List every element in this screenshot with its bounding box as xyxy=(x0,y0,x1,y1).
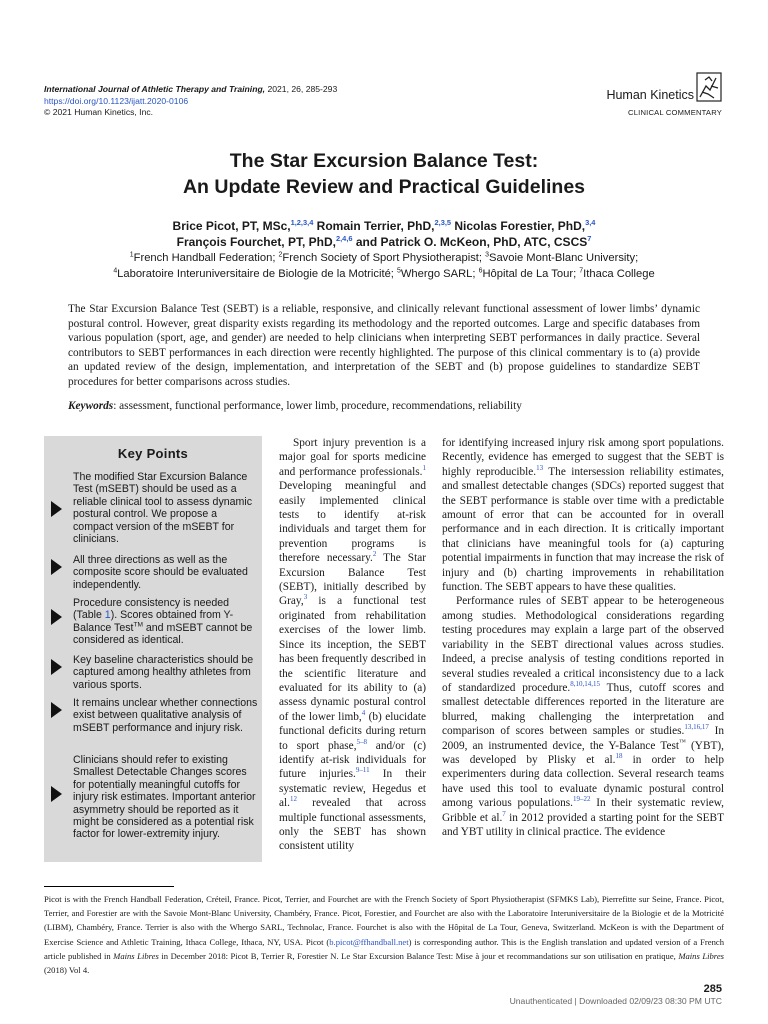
affiliation-marker: 5 xyxy=(397,267,401,275)
download-info: Unauthenticated | Downloaded 02/09/23 08:30 PM UTC xyxy=(509,996,722,1006)
affiliation-marker: 4 xyxy=(113,267,118,275)
citation[interactable]: 12 xyxy=(289,795,297,804)
key-point-3 xyxy=(73,597,259,647)
arrow-right-icon xyxy=(51,786,62,802)
journal-volume: 2021, 26, 285-293 xyxy=(265,84,338,94)
trademark-mark: TM xyxy=(133,621,143,629)
citation[interactable]: 13 xyxy=(536,464,544,473)
key-point-text: The modified Star Excursion Balance Test (mSEBT) should be used as a reliable clinical tool to assess dynamic postural control. We propose a compact version of the mSEBT for clinicians. xyxy=(73,471,252,546)
affiliation-marker: 1 xyxy=(129,251,134,259)
key-point-text: Procedure consistency is needed (Table xyxy=(73,597,230,622)
key-point-2 xyxy=(73,554,259,591)
key-points-box xyxy=(44,436,262,862)
citation[interactable]: 19–22 xyxy=(572,795,591,804)
author-1-affiliations[interactable]: 1,2,3,4 xyxy=(290,218,314,227)
human-kinetics-logo-icon xyxy=(696,72,722,102)
affiliations xyxy=(0,250,768,282)
citation[interactable]: 2 xyxy=(372,550,377,559)
affiliation-4: Laboratoire Interuniversitaire de Biologie de la Motricité; xyxy=(117,268,398,280)
affiliation-7: Ithaca College xyxy=(583,268,655,280)
author-5-affiliations[interactable]: 7 xyxy=(587,234,592,243)
page-number: 285 xyxy=(703,983,722,995)
affiliation-3: Savoie Mont-Blanc University; xyxy=(488,252,639,264)
affiliation-2: French Society of Sport Physiotherapist; xyxy=(282,252,486,264)
title-line-1: The Star Excursion Balance Test: xyxy=(229,150,539,172)
author-1: Brice Picot, PT, MSc, xyxy=(172,219,291,233)
author-3-affiliations[interactable]: 3,4 xyxy=(585,218,596,227)
affiliation-marker: 6 xyxy=(478,267,483,275)
author-3: Nicolas Forestier, PhD, xyxy=(451,219,586,233)
trademark-mark: ™ xyxy=(679,737,686,746)
author-4-affiliations[interactable]: 2,4,6 xyxy=(335,234,353,243)
arrow-right-icon xyxy=(51,702,62,718)
arrow-right-icon xyxy=(51,501,62,517)
key-point-text: Key baseline characteristics should be captured among healthy athletes from various sports. xyxy=(73,654,254,691)
key-point-1 xyxy=(73,471,259,545)
key-point-text: and mSEBT cannot be considered as identical. xyxy=(73,621,253,647)
arrow-right-icon xyxy=(51,559,62,575)
author-5: and Patrick O. McKeon, PhD, ATC, CSCS xyxy=(352,235,588,249)
keywords-label: Keywords xyxy=(68,400,114,412)
footnote: Picot is with the French Handball Federation, Créteil, France. Picot, Terrier, and Fourchet are with the French Society of Sport Physiotherapist (SFMKS Lab), Pierrefitte sur Seine, France. Picot, Terrier, and Forestier are with the Savoie Mont-Blanc University, Chambéry, France. Picot, Forestier, and Fourchet are also with the Laboratoire Interuniversitaire de la Biologie et de la Motricité (LIBM), Chambéry, France. Terrier is also with the Whergo SARL, Technolac, France. Fourchet is also with the Hôpital de La Tour, Geneva, Switzerland. McKeon is with the Department of Exercise Science and Athletic Training, Ithaca College, Ithaca, NY, USA. Picot (b.picot@ffhandball.net) is corresponding author. This is the English translation and updated version of a French article published in Mains Libres in December 2018: Picot B, Terrier R, Forestier N. Le Star Excursion Balance Test: Mise à jour et recommandations sur son utilisation en pratique, Mains Libres (2018) Vol 4. xyxy=(44,894,724,976)
key-point-text: It remains unclear whether connections exist between qualitative analysis of mSEBT performance and injury risk. xyxy=(73,697,258,734)
author-2-affiliations[interactable]: 2,3,5 xyxy=(434,218,452,227)
publisher-name: Human Kinetics xyxy=(606,88,694,102)
title-line-2: An Update Review and Practical Guidelines xyxy=(182,176,586,198)
table-1-link[interactable]: 1 xyxy=(104,609,111,622)
author-4: François Fourchet, PT, PhD, xyxy=(176,235,336,249)
citation[interactable]: 9–11 xyxy=(355,766,370,775)
journal-name: International Journal of Athletic Therapy and Training, xyxy=(44,84,266,94)
citation[interactable]: 1 xyxy=(422,464,426,473)
affiliation-marker: 7 xyxy=(579,267,584,275)
journal-header xyxy=(44,84,337,119)
key-point-text: Clinicians should refer to existing Smallest Detectable Changes scores for potentially meaningful cutoffs for injury risk estimates. Important anterior asymmetry should be reported as it might be considered as a potential risk factor for lower-extremity injury. xyxy=(73,754,256,841)
footnote-divider xyxy=(44,886,174,887)
doi-link[interactable]: https://doi.org/10.1123/ijatt.2020-0106 xyxy=(44,95,189,106)
author-list xyxy=(0,218,768,250)
article-type: CLINICAL COMMENTARY xyxy=(628,108,722,117)
key-point-4 xyxy=(73,654,259,691)
affiliation-5: Whergo SARL; xyxy=(400,268,479,280)
keywords xyxy=(68,400,700,412)
affiliation-marker: 3 xyxy=(485,251,489,259)
citation[interactable]: 7 xyxy=(502,809,506,818)
citation[interactable]: 5–8 xyxy=(356,737,368,746)
abstract: The Star Excursion Balance Test (SEBT) is a reliable, responsive, and clinically relevant functional assessment of lower limbs’ dynamic postural control. However, great disparity exists regarding its methodology and the reported outcomes. Large and specific databases from various population (sport, age, and gender) are needed to help clinicians when interpreting SEBT performances in daily practice. Several contributors to SEBT performances in each direction were recently highlighted. The purpose of this clinical commentary is to (a) provide an updated review of the design, implementation, and interpretation of the SEBT and (b) propose guidelines to standardize SEBT procedures for better comparisons across studies. xyxy=(68,303,700,388)
arrow-right-icon xyxy=(51,609,62,625)
key-point-6 xyxy=(73,754,259,841)
key-points-title: Key Points xyxy=(117,446,189,461)
arrow-right-icon xyxy=(51,659,62,675)
paragraph: Sport injury prevention is a major goal for sports medicine and performance professionals.$^1$ Developing meaningful and easily implemented clinical tests to identify at-risk individuals and target them for prevention programs is therefore necessary.$^2$ The Star Excursion Balance Test (SEBT), initially described by Gray,$^3$ is a functional test originated from rehabilitation exercises of the lower limb. Since its inception, the SEBT has been frequently described in the scientific literature and evaluated for its ability to (a) assess dynamic postural control of the lower limb,$^4$ (b) elucidate functional deficits during return to sport phase,$^{5-8}$ and/or (c) identify at-risk individuals for future injuries.$^{9-11}$ In their systematic review, Hegedus et al.$^{12}$ revealed that across multiple functional assessments, only the SEBT has shown consistent utility xyxy=(279,437,427,853)
affiliation-1: French Handball Federation; xyxy=(133,252,279,264)
paper-title xyxy=(0,148,768,200)
citation[interactable]: 4 xyxy=(361,708,366,717)
corresponding-email[interactable]: b.picot@ffhandball.net xyxy=(329,936,409,947)
body-column-1 xyxy=(279,436,426,854)
citation[interactable]: 18 xyxy=(615,752,623,761)
citation[interactable]: 3 xyxy=(303,593,308,602)
affiliation-marker: 2 xyxy=(278,251,283,259)
citation[interactable]: 8,10,14,15 xyxy=(570,680,600,689)
key-point-5 xyxy=(73,697,259,734)
copyright: © 2021 Human Kinetics, Inc. xyxy=(44,107,154,117)
citation[interactable]: 13,16,17 xyxy=(684,723,709,732)
keywords-text: : assessment, functional performance, lower limb, procedure, recommendations, reliability xyxy=(113,400,522,412)
key-point-text: All three directions as well as the composite score should be evaluated independently. xyxy=(73,554,248,591)
paragraph: Performance rules of SEBT appear to be heterogeneous among studies. Methodological considerations regarding testing procedures may explain a large part of the observed variability in the SEBT directional values across studies. Indeed, a precise analysis of testing conditions reported in several studies revealed a critical inconsistency due to a lack of standardized procedure.$^{8,10,14,15}$ Thus, cutoff scores and smallest detectable differences reported in the literature are blurred, making challenging the interpretation and comparison of scores between samples or studies.$^{13,16,17}$ In 2009, an instrumented device, the Y-Balance Test™ (YBT), was developed by Plisky et al.$^{18}$ in order to help experimenters during data collection. Several research teams have used this tool to evaluate dynamic postural control among various populations.$^{19-22}$ In their systematic review, Gribble et al.$^7$ in 2012 provided a starting point for the SEBT and YBT utility in clinical practice. The evidence xyxy=(442,595,725,838)
affiliation-6: Hôpital de La Tour; xyxy=(482,268,580,280)
key-point-text: ). Scores obtained from Y-Balance Test xyxy=(73,609,234,634)
body-column-2 xyxy=(442,436,724,839)
author-2: Romain Terrier, PhD, xyxy=(313,219,435,233)
paragraph: for identifying increased injury risk among sport populations. Recently, evidence has emerged to suggest that the SEBT is highly reproducible.$^{13}$ The intersession reliability estimates, and smallest detectable changes (SDCs) reported suggest that the SEBT performance is stable over time with a predictable amount of error that can be accounted for in overall performance and in each direction. It is critically important that clinicians have meaningful tools for (a) capturing potential impairments in function that may increase the risk of injury and (b) charting improvements in rehabilitation function. The SEBT appears to have these qualities. xyxy=(442,437,725,594)
